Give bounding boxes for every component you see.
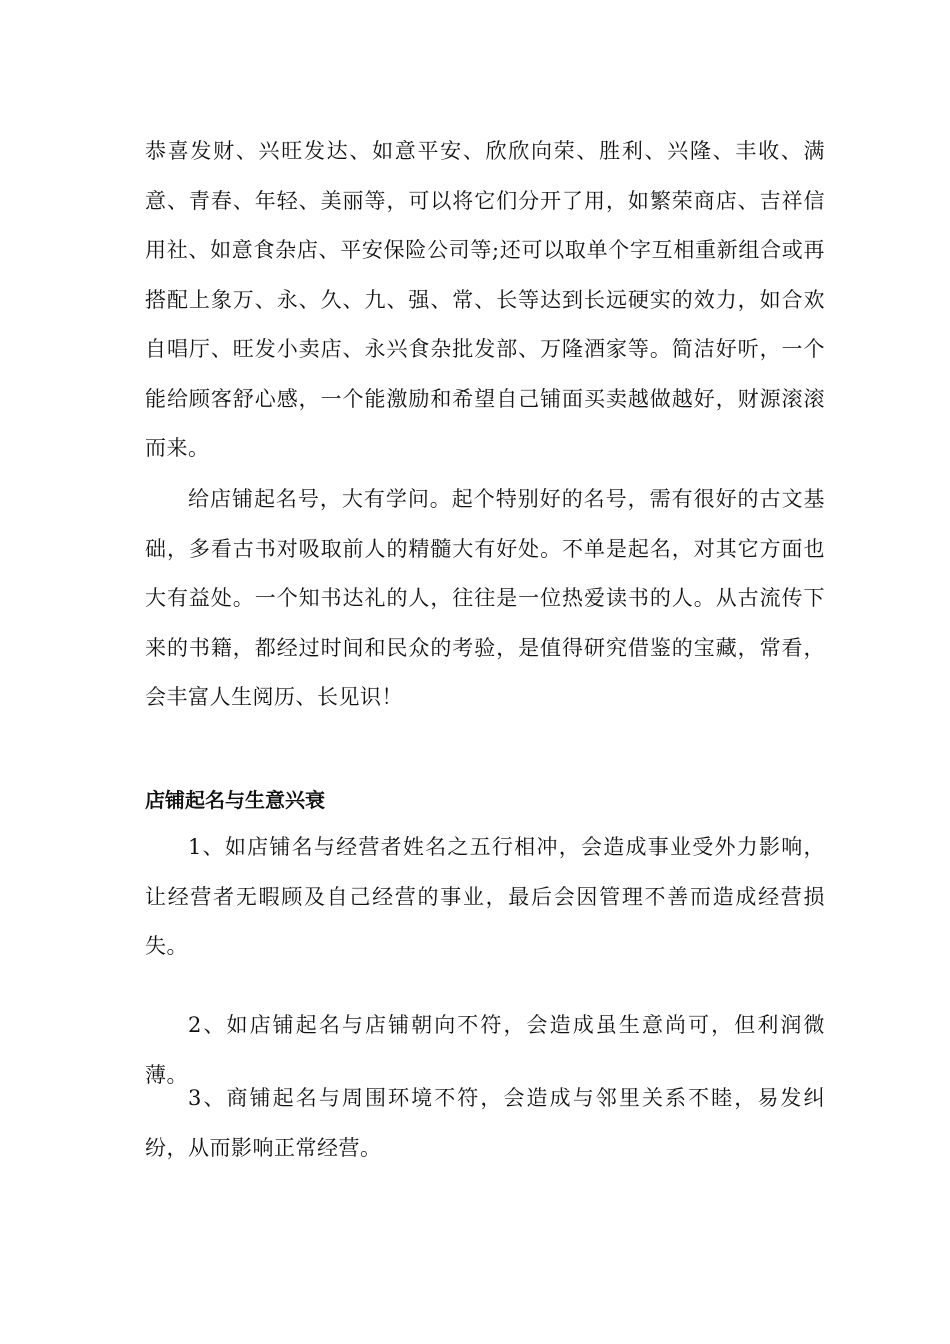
paragraph-naming-knowledge: 给店铺起名号，大有学问。起个特别好的名号，需有很好的古文基础，多看古书对吸取前人的精髓大有好处。不单是起名，对其它方面也大有益处。一个知书达礼的人，往往是一位热爱读书的人。从古流传下来的书籍，都经过时间和民众的考验，是值得研究借鉴的宝藏，常看，会丰富人生阅历、长见识！ <box>145 487 825 709</box>
list-item: 2、如店铺起名与店铺朝向不符，会造成虽生意尚可，但利润微薄。 <box>145 1013 825 1087</box>
list-item: 3、商铺起名与周围环境不符，会造成与邻里关系不睦，易发纠纷，从而影响正常经营。 <box>145 1086 825 1160</box>
section-heading: 店铺起名与生意兴衰 <box>145 788 325 812</box>
list-item: 1、如店铺名与经营者姓名之五行相冲，会造成事业受外力影响，让经营者无暇顾及自己经营的事业，最后会因管理不善而造成经营损失。 <box>145 835 825 958</box>
paragraph-store-name-examples: 恭喜发财、兴旺发达、如意平安、欣欣向荣、胜利、兴隆、丰收、满意、青春、年轻、美丽等，可以将它们分开了用，如繁荣商店、吉祥信用社、如意食杂店、平安保险公司等;还可以取单个字互相重新组合或再搭配上象万、永、久、九、强、常、长等达到长远硬实的效力，如合欢自唱厅、旺发小卖店、永兴食杂批发部、万隆酒家等。简洁好听，一个能给顾客舒心感，一个能激励和希望自己铺面买卖越做越好，财源滚滚而来。 <box>145 139 825 460</box>
